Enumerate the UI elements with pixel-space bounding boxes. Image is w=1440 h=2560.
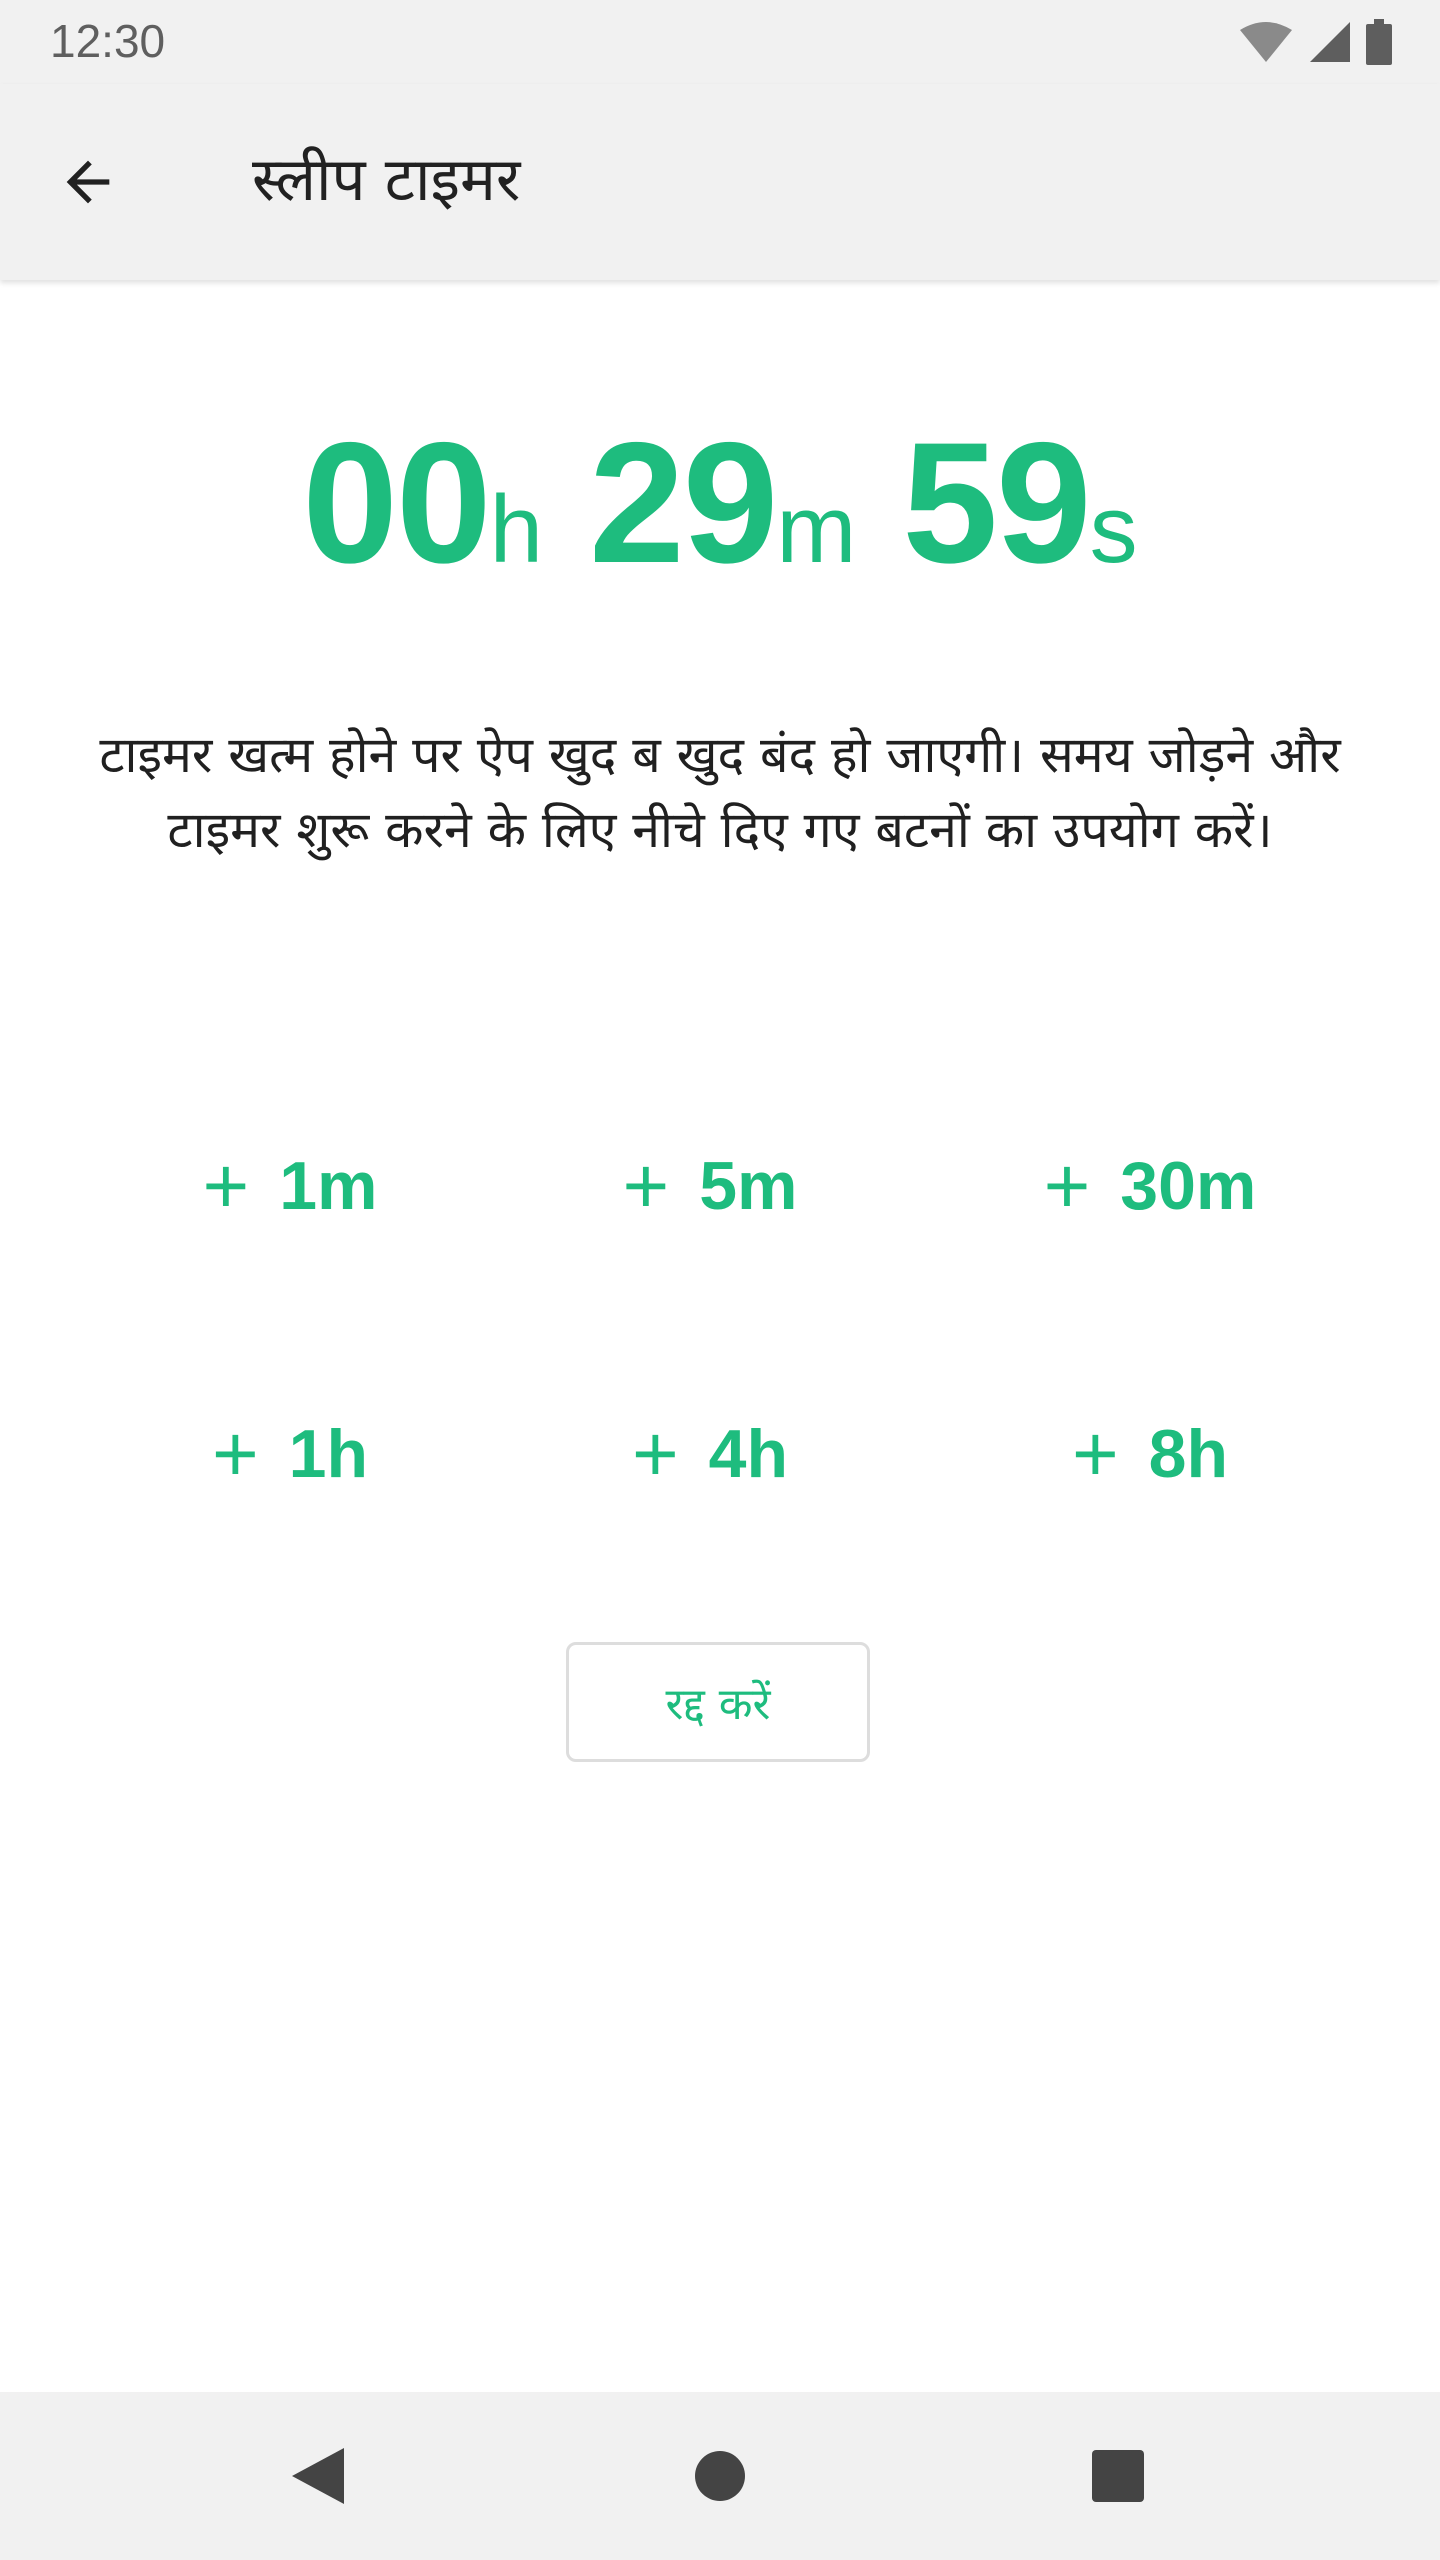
page-title: स्लीप टाइमर — [252, 145, 521, 215]
add-30m-label: 30m — [1120, 1148, 1257, 1224]
add-30m-button[interactable] — [940, 1086, 1360, 1286]
plus-icon: + — [631, 1409, 679, 1498]
description-text: टाइमर खत्म होने पर ऐप खुद ब खुद बंद हो जाएगी। समय जोड़ने और टाइमर शुरू करने के लिए नीचे दिए गए बटनों का उपयोग करें। — [99, 726, 1341, 859]
status-bar — [0, 0, 1440, 84]
timer-hours-unit: h — [489, 476, 544, 583]
timer-display — [0, 404, 1440, 602]
plus-icon: + — [1071, 1409, 1119, 1498]
signal-icon — [1308, 20, 1352, 64]
add-8h-label: 8h — [1148, 1416, 1229, 1492]
plus-icon: + — [1043, 1141, 1091, 1230]
timer-seconds: 59 — [902, 407, 1090, 599]
status-icons — [1238, 18, 1392, 66]
plus-icon: + — [202, 1141, 250, 1230]
timer-seconds-unit: s — [1089, 476, 1138, 583]
status-time: 12:30 — [50, 15, 166, 67]
add-1m-button[interactable] — [80, 1086, 500, 1286]
timer-minutes-unit: m — [776, 476, 857, 583]
plus-icon: + — [211, 1409, 259, 1498]
cancel-button[interactable]: रद्द करें — [566, 1642, 870, 1762]
battery-icon — [1366, 19, 1392, 65]
nav-recents-button[interactable] — [1068, 2426, 1168, 2526]
timer-minutes: 29 — [589, 407, 777, 599]
nav-home-button[interactable] — [670, 2426, 770, 2526]
plus-icon: + — [622, 1141, 670, 1230]
navigation-bar — [0, 2392, 1440, 2560]
timer-hours: 00 — [302, 407, 490, 599]
back-button[interactable] — [40, 134, 136, 230]
add-1h-button[interactable] — [80, 1354, 500, 1554]
arrow-back-icon — [56, 150, 120, 214]
circle-home-icon — [692, 2448, 748, 2504]
wifi-icon — [1238, 20, 1294, 64]
add-5m-label: 5m — [699, 1148, 798, 1224]
square-recents-icon — [1090, 2448, 1146, 2504]
add-8h-button[interactable] — [940, 1354, 1360, 1554]
add-1m-label: 1m — [279, 1148, 378, 1224]
add-1h-label: 1h — [288, 1416, 369, 1492]
triangle-back-icon — [288, 2444, 348, 2508]
nav-back-button[interactable] — [268, 2426, 368, 2526]
add-4h-label: 4h — [708, 1416, 789, 1492]
add-5m-button[interactable] — [500, 1086, 920, 1286]
app-bar — [0, 84, 1440, 280]
add-4h-button[interactable] — [500, 1354, 920, 1554]
